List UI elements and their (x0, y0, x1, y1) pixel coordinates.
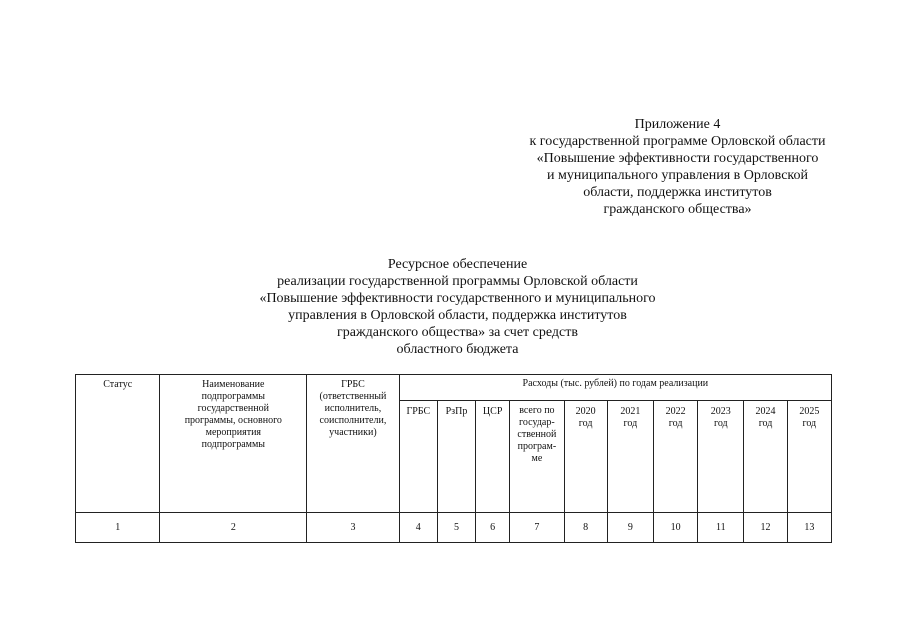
header-total: всего по государ- ственной програм- ме (510, 401, 564, 513)
appendix-line: и муниципального управления в Орловской (546, 168, 808, 183)
column-number: 2 (160, 513, 307, 543)
header-year-2025: 2025 год (787, 401, 831, 513)
appendix-line: Приложение 4 (634, 117, 721, 132)
column-number: 6 (476, 513, 510, 543)
header-year-2024: 2024 год (744, 401, 787, 513)
column-number: 9 (607, 513, 653, 543)
resource-table (75, 374, 832, 543)
column-number: 4 (399, 513, 437, 543)
column-number: 12 (744, 513, 787, 543)
appendix-line: области, поддержка институтов (583, 185, 772, 200)
header-rzpr: РзПр (437, 401, 475, 513)
header-program-name: Наименование подпрограммы государственной программы, основного мероприятия подпрограммы (160, 375, 307, 513)
title-line: гражданского общества» за счет средств (337, 325, 578, 340)
column-number: 5 (437, 513, 475, 543)
appendix-line: гражданского общества» (603, 202, 752, 217)
header-status: Статус (76, 375, 160, 513)
header-grbs: ГРБС (399, 401, 437, 513)
header-year-2023: 2023 год (698, 401, 744, 513)
title-line: Ресурсное обеспечение (387, 257, 528, 272)
column-number: 8 (564, 513, 607, 543)
header-grbs-responsible: ГРБС (ответственный исполнитель, соисполнители, участники) (307, 375, 399, 513)
header-expenses: Расходы (тыс. рублей) по годам реализации (399, 375, 831, 401)
column-number: 11 (698, 513, 744, 543)
document-title (190, 256, 725, 358)
appendix-heading (500, 116, 855, 218)
title-line: областного бюджета (396, 342, 519, 357)
column-number: 7 (510, 513, 564, 543)
appendix-line: к государственной программе Орловской области (529, 134, 826, 149)
header-year-2020: 2020 год (564, 401, 607, 513)
table-header-row (76, 375, 832, 401)
header-csr: ЦСР (476, 401, 510, 513)
title-line: управления в Орловской области, поддержка институтов (288, 308, 627, 323)
column-number: 13 (787, 513, 831, 543)
table-number-row (76, 513, 832, 543)
column-number: 10 (653, 513, 697, 543)
header-year-2022: 2022 год (653, 401, 697, 513)
header-year-2021: 2021 год (607, 401, 653, 513)
appendix-line: «Повышение эффективности государственного (536, 151, 819, 166)
title-line: реализации государственной программы Орловской области (277, 274, 638, 289)
column-number: 3 (307, 513, 399, 543)
column-number: 1 (76, 513, 160, 543)
title-line: «Повышение эффективности государственного и муниципального (259, 291, 656, 306)
